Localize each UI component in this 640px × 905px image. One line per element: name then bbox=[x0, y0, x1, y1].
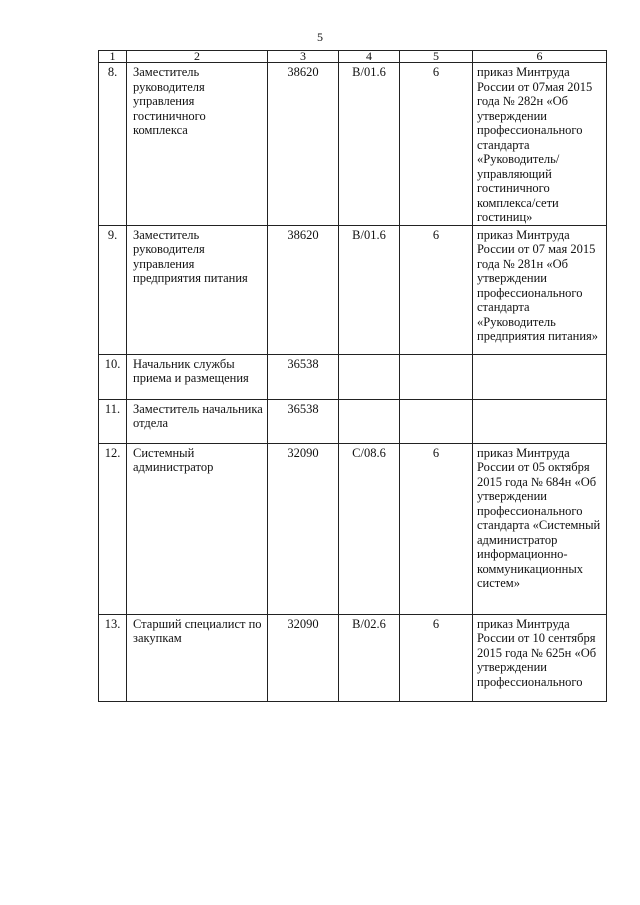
table-row bbox=[99, 443, 607, 614]
document-cell bbox=[473, 225, 607, 354]
salary-text: 32090 bbox=[287, 616, 319, 631]
level-cell bbox=[400, 63, 473, 226]
code-text: B/01.6 bbox=[352, 227, 386, 242]
row-number-text: 13. bbox=[104, 616, 121, 631]
position-text: Заместитель руководителя управления гостиничного комплекса bbox=[133, 65, 206, 137]
column-header-5: 5 bbox=[400, 51, 473, 63]
document-cell bbox=[473, 354, 607, 399]
position-text: Системный администратор bbox=[133, 445, 214, 474]
document-cell bbox=[473, 443, 607, 614]
column-header-6: 6 bbox=[473, 51, 607, 63]
salary-cell bbox=[268, 614, 339, 701]
level-text: 6 bbox=[432, 65, 440, 79]
salary-text: 38620 bbox=[287, 227, 319, 242]
document-text: приказ Минтруда России от 10 сентября 2015 года № 625н «Об утверждении профессионального bbox=[477, 616, 597, 689]
salary-cell bbox=[268, 63, 339, 226]
position-cell bbox=[127, 399, 268, 443]
code-text bbox=[339, 400, 399, 402]
salary-text: 36538 bbox=[287, 356, 319, 371]
table-row bbox=[99, 354, 607, 399]
table-row bbox=[99, 614, 607, 701]
level-cell bbox=[400, 225, 473, 354]
salary-text: 38620 bbox=[287, 65, 319, 79]
code-cell bbox=[339, 399, 400, 443]
document-text bbox=[473, 400, 606, 402]
positions-table bbox=[98, 50, 600, 702]
document-text bbox=[473, 355, 606, 357]
row-number bbox=[99, 354, 127, 399]
row-number-text: 11. bbox=[104, 401, 121, 416]
table-row bbox=[99, 399, 607, 443]
position-cell bbox=[127, 225, 268, 354]
row-number bbox=[99, 225, 127, 354]
code-cell bbox=[339, 225, 400, 354]
level-text: 6 bbox=[432, 616, 440, 631]
document-cell bbox=[473, 614, 607, 701]
row-number bbox=[99, 63, 127, 226]
table-header-row bbox=[99, 51, 607, 63]
level-text: 6 bbox=[432, 227, 440, 242]
row-number bbox=[99, 399, 127, 443]
salary-text: 32090 bbox=[287, 445, 319, 460]
document-cell bbox=[473, 399, 607, 443]
salary-cell bbox=[268, 354, 339, 399]
column-header-3: 3 bbox=[268, 51, 339, 63]
document-text: приказ Минтруда России от 07мая 2015 года № 282н «Об утверждении профессионального стандарта «Руководитель/ управляющий гостиничного комплекса/сети гостиниц» bbox=[477, 65, 593, 224]
document-cell bbox=[473, 63, 607, 226]
position-cell bbox=[127, 443, 268, 614]
row-number bbox=[99, 614, 127, 701]
document-text: приказ Минтруда России от 05 октября 2015 года № 684н «Об утверждении профессионального стандарта «Системный администратор информационно-коммуникационных систем» bbox=[477, 445, 601, 590]
table-row bbox=[99, 63, 607, 226]
level-cell bbox=[400, 399, 473, 443]
row-number-text: 10. bbox=[104, 356, 121, 371]
table-row bbox=[99, 225, 607, 354]
position-text: Начальник службы приема и размещения bbox=[133, 356, 249, 385]
code-text: B/02.6 bbox=[352, 616, 386, 631]
level-text bbox=[400, 355, 472, 357]
salary-cell bbox=[268, 225, 339, 354]
page-number: 5 bbox=[317, 30, 323, 44]
code-text: B/01.6 bbox=[352, 65, 386, 79]
position-text: Заместитель начальника отдела bbox=[133, 401, 263, 430]
salary-cell bbox=[268, 443, 339, 614]
position-text: Старший специалист по закупкам bbox=[133, 616, 262, 645]
row-number-text: 8. bbox=[107, 65, 118, 79]
level-cell bbox=[400, 443, 473, 614]
document-text: приказ Минтруда России от 07 мая 2015 года № 281н «Об утверждении профессионального стандарта «Руководитель предприятия питания» bbox=[477, 227, 599, 343]
salary-cell bbox=[268, 399, 339, 443]
code-cell bbox=[339, 63, 400, 226]
level-cell bbox=[400, 614, 473, 701]
level-cell bbox=[400, 354, 473, 399]
row-number-text: 9. bbox=[107, 227, 118, 242]
column-header-1: 1 bbox=[99, 51, 127, 63]
position-cell bbox=[127, 63, 268, 226]
row-number-text: 12. bbox=[104, 445, 121, 460]
position-cell bbox=[127, 614, 268, 701]
code-text: C/08.6 bbox=[352, 445, 386, 460]
code-cell bbox=[339, 354, 400, 399]
position-text: Заместитель руководителя управления предприятия питания bbox=[133, 227, 248, 285]
row-number bbox=[99, 443, 127, 614]
code-cell bbox=[339, 614, 400, 701]
level-text bbox=[400, 400, 472, 402]
salary-text: 36538 bbox=[287, 401, 319, 416]
level-text: 6 bbox=[432, 445, 440, 460]
position-cell bbox=[127, 354, 268, 399]
column-header-2: 2 bbox=[127, 51, 268, 63]
column-header-4: 4 bbox=[339, 51, 400, 63]
code-cell bbox=[339, 443, 400, 614]
code-text bbox=[339, 355, 399, 357]
